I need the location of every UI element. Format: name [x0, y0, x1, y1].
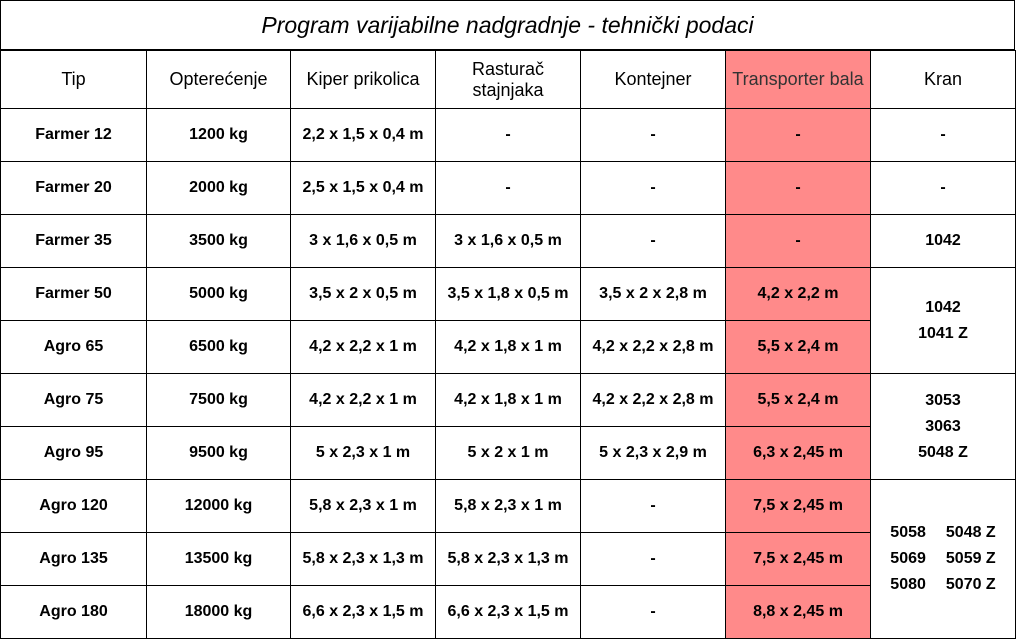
- cell-transporter: 6,3 x 2,45 m: [726, 427, 871, 480]
- cell-rasturac: 6,6 x 2,3 x 1,5 m: [436, 586, 581, 639]
- cell-tip: Agro 95: [1, 427, 147, 480]
- cell-kran: -: [871, 162, 1016, 215]
- cell-opterecenje: 9500 kg: [147, 427, 291, 480]
- kran-model: 5048 Z: [918, 443, 968, 461]
- kran-model: 3053: [925, 391, 961, 409]
- header-tip: Tip: [1, 51, 147, 109]
- header-kran: Kran: [871, 51, 1016, 109]
- header-opterecenje: Opterećenje: [147, 51, 291, 109]
- cell-kontejner: -: [581, 162, 726, 215]
- cell-tip: Farmer 20: [1, 162, 147, 215]
- cell-kiper: 2,5 x 1,5 x 0,4 m: [291, 162, 436, 215]
- kran-model: 5070 Z: [945, 576, 996, 593]
- kran-model: 1042: [925, 298, 961, 316]
- kran-model: 5058: [890, 524, 926, 541]
- cell-tip: Agro 135: [1, 533, 147, 586]
- header-rasturac: Rasturač stajnjaka: [436, 51, 581, 109]
- table-row: [1, 480, 1016, 533]
- cell-opterecenje: 6500 kg: [147, 321, 291, 374]
- cell-kontejner: -: [581, 586, 726, 639]
- spec-table: [0, 50, 1016, 639]
- cell-rasturac: -: [436, 162, 581, 215]
- cell-opterecenje: 2000 kg: [147, 162, 291, 215]
- cell-kiper: 5,8 x 2,3 x 1 m: [291, 480, 436, 533]
- cell-rasturac: 5,8 x 2,3 x 1,3 m: [436, 533, 581, 586]
- cell-kontejner: -: [581, 109, 726, 162]
- cell-transporter: 5,5 x 2,4 m: [726, 321, 871, 374]
- kran-model: 1041 Z: [918, 324, 968, 342]
- cell-kontejner: -: [581, 533, 726, 586]
- cell-opterecenje: 5000 kg: [147, 268, 291, 321]
- cell-kontejner: 3,5 x 2 x 2,8 m: [581, 268, 726, 321]
- page-title: Program varijabilne nadgradnje - tehnički podaci: [0, 0, 1015, 50]
- kran-model: 5048 Z: [945, 524, 996, 541]
- cell-rasturac: -: [436, 109, 581, 162]
- cell-kontejner: 4,2 x 2,2 x 2,8 m: [581, 374, 726, 427]
- table-row: [1, 374, 1016, 427]
- cell-tip: Farmer 50: [1, 268, 147, 321]
- cell-transporter: 7,5 x 2,45 m: [726, 480, 871, 533]
- cell-opterecenje: 7500 kg: [147, 374, 291, 427]
- cell-rasturac: 5,8 x 2,3 x 1 m: [436, 480, 581, 533]
- cell-kiper: 2,2 x 1,5 x 0,4 m: [291, 109, 436, 162]
- cell-transporter: 7,5 x 2,45 m: [726, 533, 871, 586]
- cell-kiper: 4,2 x 2,2 x 1 m: [291, 321, 436, 374]
- cell-kran: -: [871, 109, 1016, 162]
- table-row: [1, 321, 1016, 374]
- table-row: [1, 109, 1016, 162]
- cell-kiper: 5 x 2,3 x 1 m: [291, 427, 436, 480]
- cell-rasturac: 4,2 x 1,8 x 1 m: [436, 374, 581, 427]
- cell-tip: Farmer 35: [1, 215, 147, 268]
- cell-opterecenje: 3500 kg: [147, 215, 291, 268]
- kran-model: 3063: [925, 417, 961, 435]
- cell-kran-group: [871, 480, 1016, 639]
- table-row: [1, 586, 1016, 639]
- kran-model: 5080: [890, 576, 926, 593]
- cell-rasturac: 5 x 2 x 1 m: [436, 427, 581, 480]
- cell-opterecenje: 1200 kg: [147, 109, 291, 162]
- cell-transporter: 8,8 x 2,45 m: [726, 586, 871, 639]
- cell-kiper: 6,6 x 2,3 x 1,5 m: [291, 586, 436, 639]
- cell-kran-group: [871, 374, 1016, 480]
- cell-tip: Farmer 12: [1, 109, 147, 162]
- kran-grid: [890, 521, 995, 597]
- cell-kontejner: 5 x 2,3 x 2,9 m: [581, 427, 726, 480]
- table-row: [1, 427, 1016, 480]
- cell-kiper: 5,8 x 2,3 x 1,3 m: [291, 533, 436, 586]
- cell-opterecenje: 13500 kg: [147, 533, 291, 586]
- cell-rasturac: 3,5 x 1,8 x 0,5 m: [436, 268, 581, 321]
- header-kiper: Kiper prikolica: [291, 51, 436, 109]
- kran-model: 5069: [890, 550, 926, 567]
- cell-kontejner: 4,2 x 2,2 x 2,8 m: [581, 321, 726, 374]
- header-row: [1, 51, 1016, 109]
- table-row: [1, 533, 1016, 586]
- cell-kiper: 4,2 x 2,2 x 1 m: [291, 374, 436, 427]
- kran-model: 5059 Z: [945, 550, 996, 567]
- cell-transporter: -: [726, 109, 871, 162]
- cell-opterecenje: 18000 kg: [147, 586, 291, 639]
- cell-rasturac: 4,2 x 1,8 x 1 m: [436, 321, 581, 374]
- cell-kontejner: -: [581, 215, 726, 268]
- header-kontejner: Kontejner: [581, 51, 726, 109]
- cell-transporter: 5,5 x 2,4 m: [726, 374, 871, 427]
- header-transporter: Transporter bala: [726, 51, 871, 109]
- cell-kiper: 3,5 x 2 x 0,5 m: [291, 268, 436, 321]
- cell-kiper: 3 x 1,6 x 0,5 m: [291, 215, 436, 268]
- cell-rasturac: 3 x 1,6 x 0,5 m: [436, 215, 581, 268]
- cell-kontejner: -: [581, 480, 726, 533]
- table-row: [1, 268, 1016, 321]
- cell-kran: 1042: [871, 215, 1016, 268]
- cell-kran-group: [871, 268, 1016, 374]
- cell-opterecenje: 12000 kg: [147, 480, 291, 533]
- cell-transporter: -: [726, 162, 871, 215]
- table-row: [1, 162, 1016, 215]
- cell-tip: Agro 75: [1, 374, 147, 427]
- cell-tip: Agro 65: [1, 321, 147, 374]
- cell-transporter: -: [726, 215, 871, 268]
- cell-tip: Agro 180: [1, 586, 147, 639]
- cell-transporter: 4,2 x 2,2 m: [726, 268, 871, 321]
- table-row: [1, 215, 1016, 268]
- cell-tip: Agro 120: [1, 480, 147, 533]
